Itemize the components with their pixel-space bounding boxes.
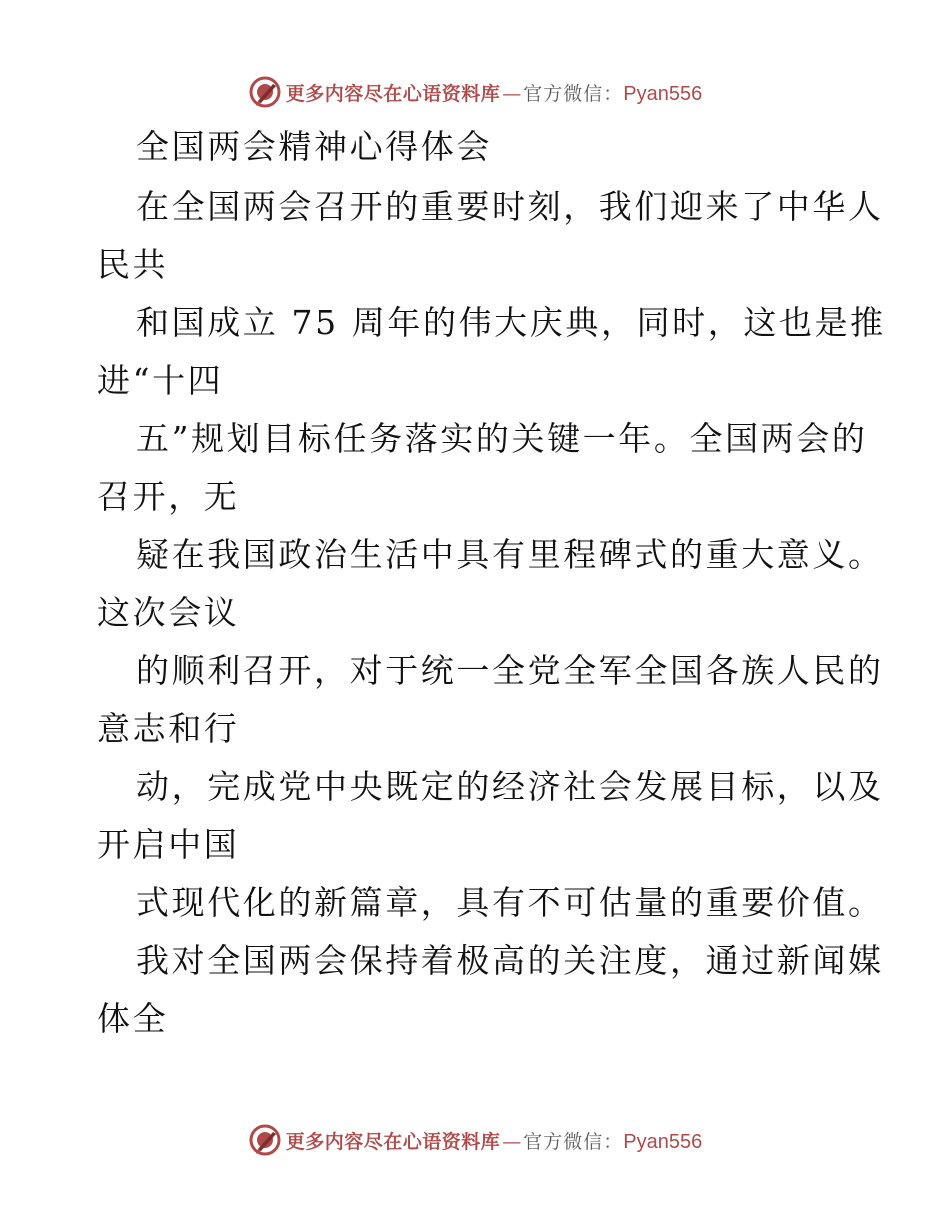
text-line: 式现代化的新篇章，具有不可估量的重要价值。 [136,883,884,922]
text-line: 五”规划目标任务落实的关键一年。全国两会的 [136,419,868,458]
header-brand-text: 更多内容尽在心语资料库 [285,82,501,105]
footer-brand-text: 更多内容尽在心语资料库 [285,1130,501,1153]
text-line: 在全国两会召开的重要时刻，我们迎来了中华人 [136,187,884,226]
document-title: 全国两会精神心得体会 [136,127,492,166]
text-line: 民共 [97,245,169,284]
text-line: 体全 [97,999,169,1038]
footer-wechat-label: 官方微信： [523,1130,624,1153]
text-line: 我对全国两会保持着极高的关注度，通过新闻媒 [136,941,884,980]
header-wechat-id: Pyan556 [623,82,703,105]
header-banner [0,72,950,112]
text-line: 疑在我国政治生活中具有里程碑式的重大意义。 [136,535,884,574]
text-line: 开启中国 [97,825,240,864]
footer-banner [0,1120,950,1160]
header-wechat-label: 官方微信： [523,82,624,105]
text-line: 进“十四 [97,361,224,400]
footer-dash: — [502,1130,522,1153]
pen-logo-icon [248,1123,282,1157]
text-line: 召开，无 [97,477,240,516]
text-line: 动，完成党中央既定的经济社会发展目标，以及 [136,767,884,806]
footer-wechat-id: Pyan556 [623,1130,703,1153]
text-line: 和国成立 75 周年的伟大庆典，同时，这也是推 [136,303,886,342]
text-line: 这次会议 [97,593,240,632]
pen-logo-icon [248,75,282,109]
text-line: 意志和行 [97,709,240,748]
text-line: 的顺利召开，对于统一全党全军全国各族人民的 [136,651,884,690]
header-dash: — [502,82,522,105]
